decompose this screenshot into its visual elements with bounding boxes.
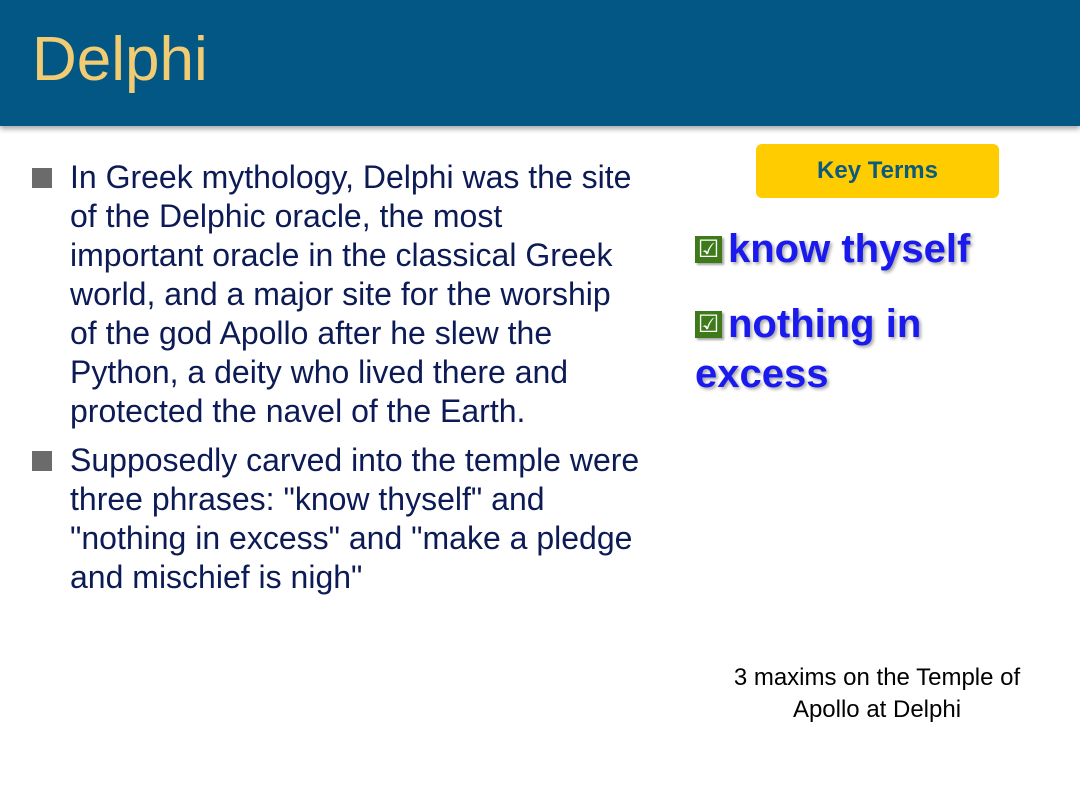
slide-title: Delphi xyxy=(32,25,208,94)
key-terms-label: Key Terms xyxy=(756,144,999,198)
bullet-item xyxy=(32,158,640,431)
checkbox-icon: ☑ xyxy=(695,236,722,263)
key-term xyxy=(695,224,1035,274)
bullet-item xyxy=(32,441,640,597)
key-term-text: nothing in excess xyxy=(695,302,922,396)
square-bullet-icon xyxy=(32,451,52,471)
bullet-text: In Greek mythology, Delphi was the site of the Delphic oracle, the most important oracle in the classical Greek world, and a major site for the worship of the god Apollo after he slew the Python, a deity who lived there and protected the navel of the Earth. xyxy=(70,159,632,429)
title-bar xyxy=(0,0,1080,126)
checkbox-icon: ☑ xyxy=(695,311,722,338)
caption: 3 maxims on the Temple of Apollo at Delphi xyxy=(733,664,1021,723)
key-terms-list xyxy=(695,224,1035,399)
bullet-text: Supposedly carved into the temple were three phrases: "know thyself" and "nothing in excess" and "make a pledge and mischief is nigh" xyxy=(70,442,640,595)
key-term xyxy=(695,299,1035,399)
square-bullet-icon xyxy=(32,168,52,188)
key-term-text: know thyself xyxy=(728,227,971,271)
bullet-list xyxy=(32,158,640,607)
